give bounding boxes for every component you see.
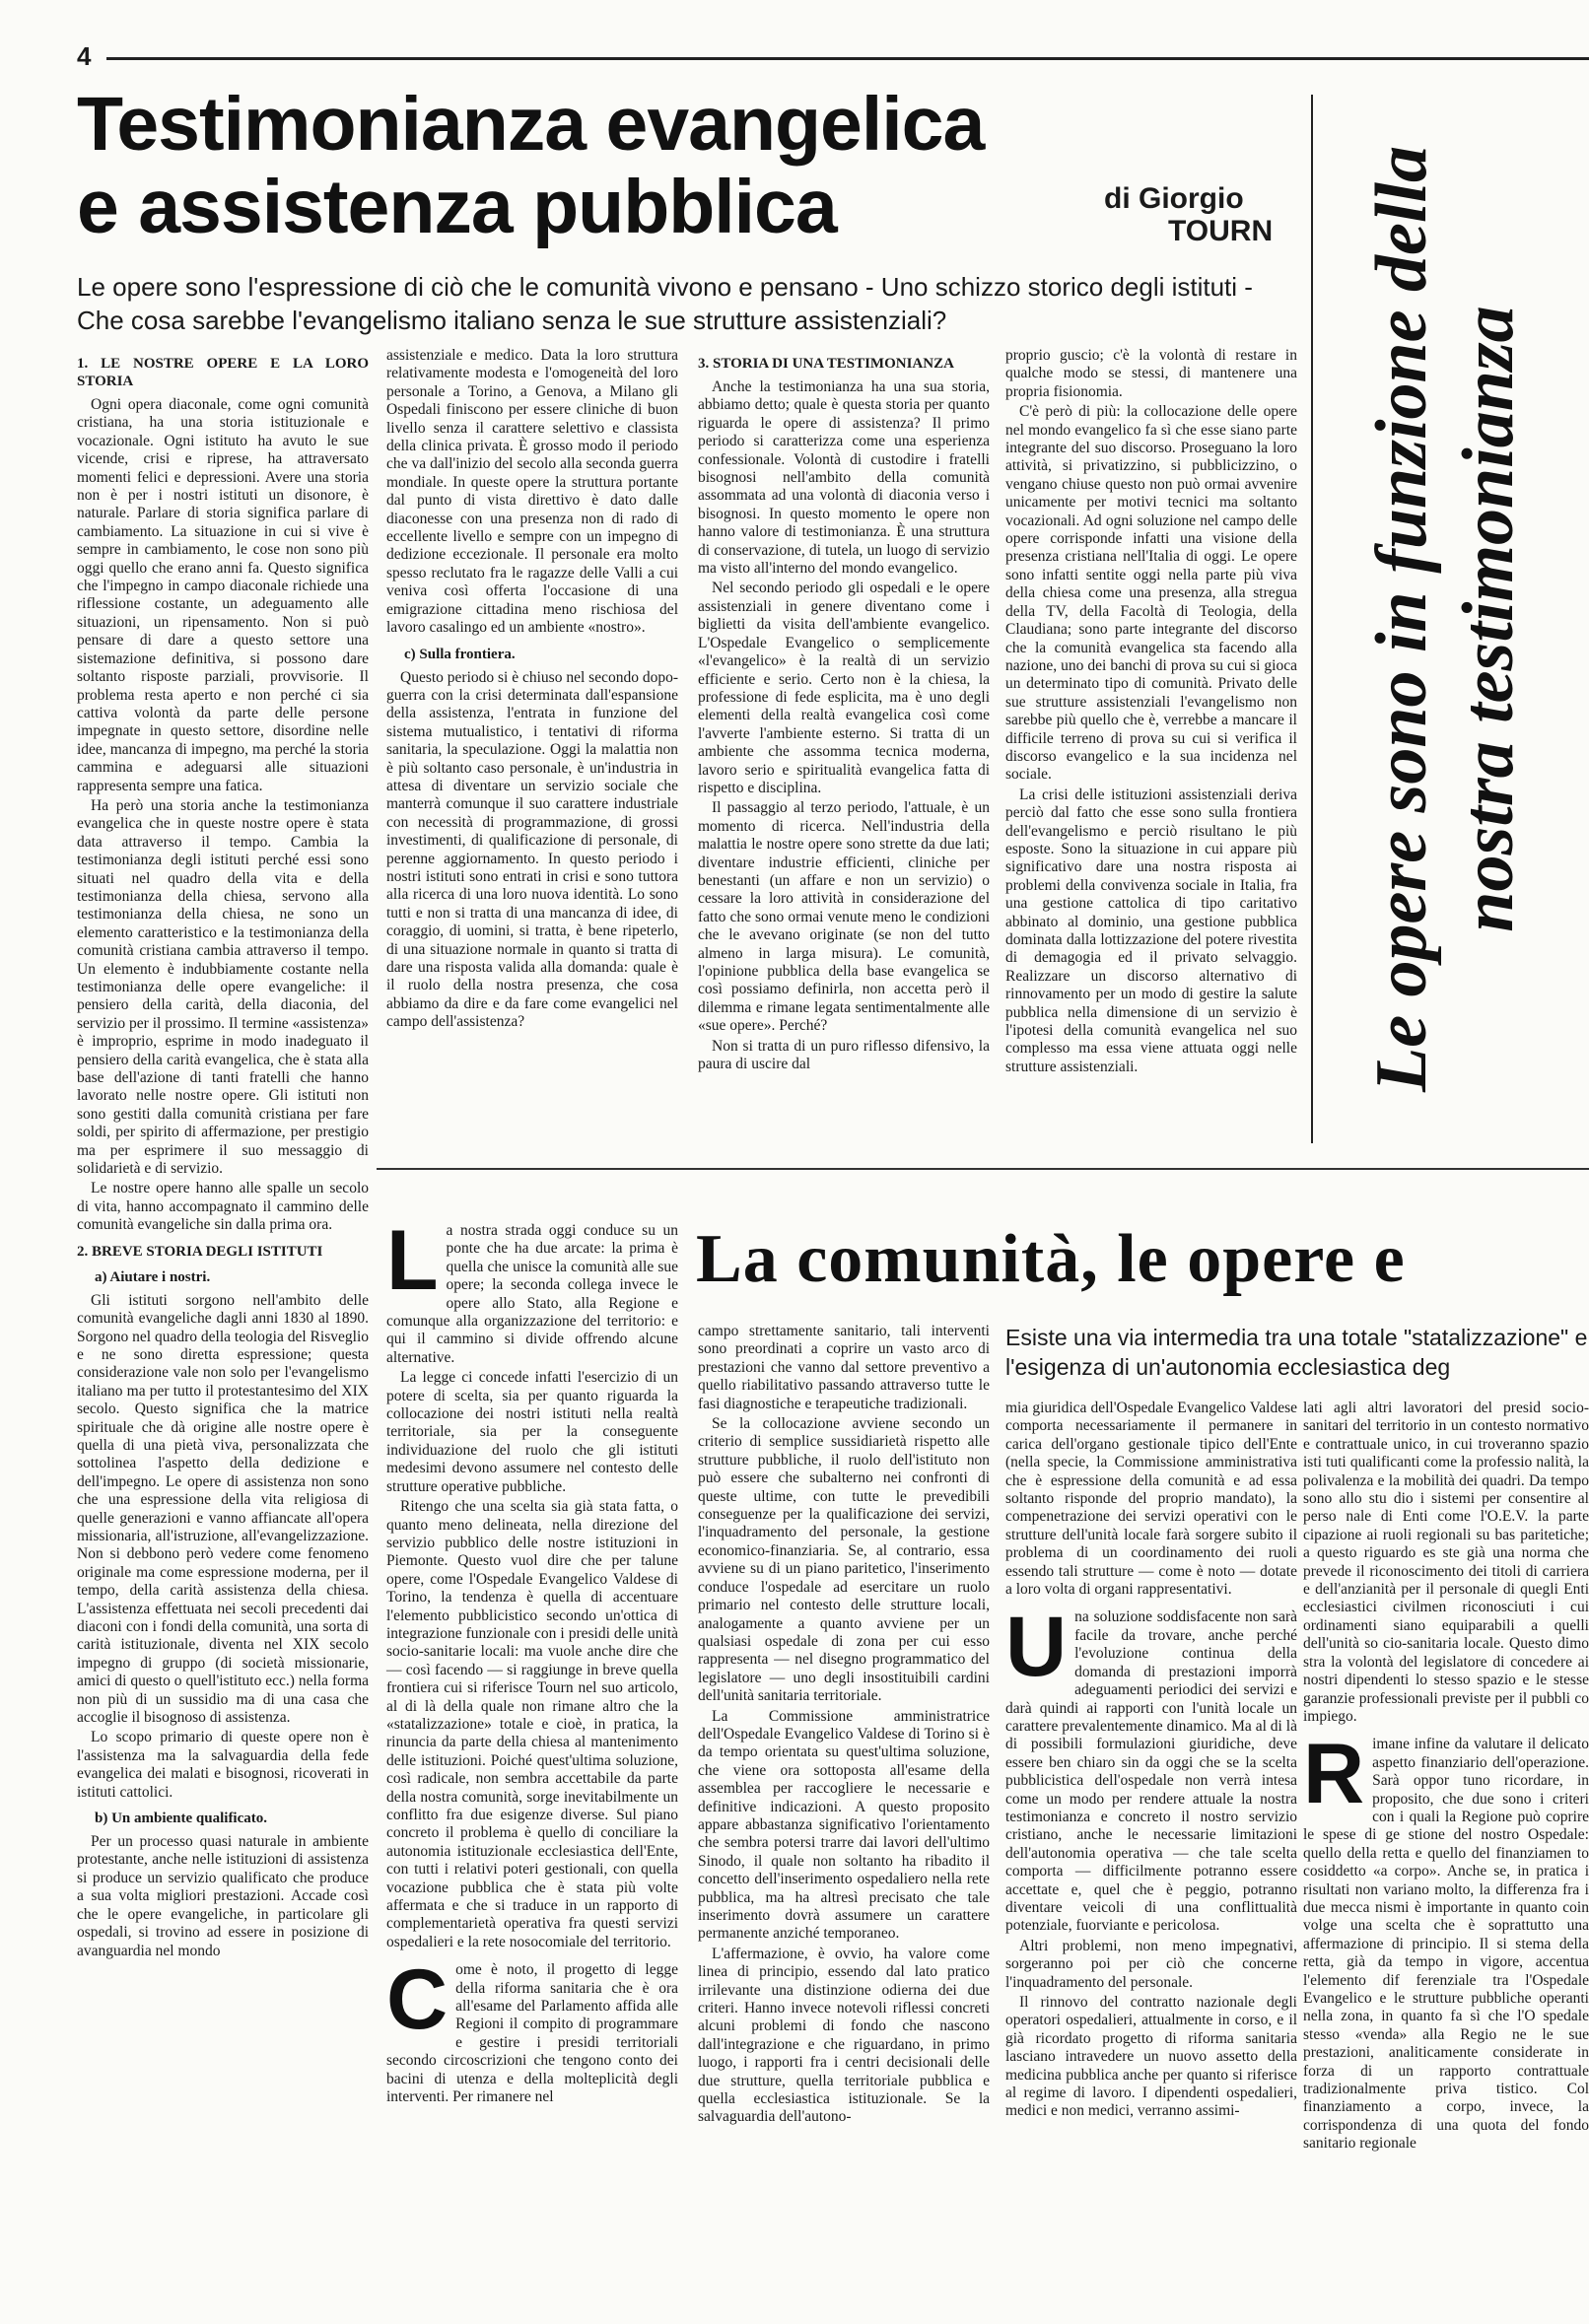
paragraph: L'affermazione, è ovvio, ha valore come linea di principio, essendo dal lato pratico irrilevante una distinzione odierna dei due criteri. Hanno invece notevoli riflessi concreti alcuni problemi di fondo che nascono dall'integrazione e che riguardano, in primo luogo, i rapporti fra i centri decisionali delle due strutture, quella territoriale pubblica e quella ecclesiastica istituzionale. Se la salvaguardia dell'autono- [698,1945,990,2126]
paragraph: mia giuridica dell'Ospedale Evangelico Valdese comporta necessariamente il permanere in carica dell'organo gestionale tipico dell'Ente (nella specie, la Commissione amministrativa che è espressione della comunità e ad essa soltanto risponde del proprio mandato), la compenetrazione dei servizi operativi con le strutture dell'unità locale farà sorgere subito il problema di un coordinamento dei ruoli essendo tali strutture — come è noto — dotate a loro volta di organi rappresentativi. [1005,1400,1297,1599]
sidebar-quote-box [1311,95,1577,1143]
subsection-heading: b) Un ambiente qualificato. [95,1811,268,1827]
article-separator [377,1168,1589,1170]
section-heading: 1. LE NOSTRE OPERE E LA LORO STORIA [77,356,369,389]
article2-column-4 [1303,1400,1589,2155]
top-rule [106,57,1589,60]
section-heading: 3. STORIA DI UNA TESTIMONIANZA [698,356,954,372]
section-heading: 2. BREVE STORIA DEGLI ISTITUTI [77,1243,323,1260]
paragraph: Il rinnovo del contratto nazionale degli operatori ospedalieri, attualmente in corso, e il già ricordato progetto di riforma sanitaria lasciano intravedere un nuovo assetto della medicina pubblica anche per quanto si riferisce al regime di lavoro. I dipendenti ospedalieri, medici e non medici, verranno assimi- [1005,1994,1297,2120]
paragraph: Gli istituti sorgono nell'ambito delle comunità evangeliche dagli anni 1830 al 1890. Sorgono nel quadro della teologia del Risveglio e ne sono diretta espressione; questa considerazione vale non solo per l'evangelismo italiano ma per tutto il protestantesimo del XIX secolo. Questo significa che la matrice spirituale che dà origine alle nostre opere è quella di una pietà viva, personalizzata che sottolinea l'aspetto della dedizione e dell'impegno. Le opere di assistenza non sono che una espressione della vita religiosa di quelle generazioni e vanno affiancate all'opera missionaria, all'istruzione, all'evangelizzazione. Non si debbono però vedere come fenomeno originale ma come espressione moderna, per il tempo, della carità assistenza della chiesa. L'assistenza effettuata nei secoli precedenti dai diaconi con i fondi della comunità, una sorta di carità istituzionale, diventa nel XIX secolo impegno di gruppo (di società missionarie, amici di questo o quell'istituto ecc.) nella forma non più di un sussidio ma di una casa che accoglie il bisognoso di assistenza. [77,1291,369,1727]
paragraph: La Commissione amministratrice dell'Ospedale Evangelico Valdese di Torino si è da tempo orientata su quest'ultima soluzione, che viene ora sottoposta all'esame della assemblea per raccogliere le necessarie e definitive indicazioni. A questo proposito appare abbastanza significativo l'orientamento che sembra potersi trarre dai lavori dell'ultimo Sinodo, il quale non soltanto ha ribadito il concetto dell'inserimento ospedaliero nella rete pubblica, ma ha altresì precisato che tale inserimento dovrà assumere un carattere permanente anziché temporaneo. [698,1707,990,1943]
paragraph: Anche la testimonianza ha una sua storia, abbiamo detto; quale è questa storia per quanto riguarda le opere di assistenza? Il primo periodo si caratterizza come una esperienza confessionale. Volontà di custodire i fratelli bisognosi nell'ambito della comunità assommata ad una volontà di diaconia verso i bisognosi. In questo momento le opere non hanno valore di testimonianza. È una struttura di conservazione, di tutela, un luogo di servizio ma visto all'interno del mondo evangelico. [698,378,990,578]
paragraph-with-dropcap [1303,1727,1589,2153]
paragraph: Se la collocazione avviene secondo un criterio di semplice sussidiarietà rispetto alle strutture pubbliche, il ruolo dell'istituto non può essere che subalterno nei confronti di queste ultime, con tutte le prevedibili conseguenze per la qualificazione dei servizi, l'inquadramento del personale, la gestione economico-finanziaria. Se, al contrario, essa avviene su di un piano paritetico, l'inserimento conduce l'ospedale ad esercitare un ruolo primario nel contesto delle strutture locali, analogamente a quanto avviene per un qualsiasi ospedale di zona per cui esso rappresenta — nel disegno programmatico del legislatore — uno degli insostituibili cardini dell'unità sanitaria territoriale. [698,1415,990,1705]
article-subhead: Le opere sono l'espressione di ciò che le comunità vivono e pensano - Uno schizzo storico degli istituti - Che cosa sarebbe l'evangelismo italiano senza le sue strutture assistenziali? [77,272,1253,335]
paragraph: Le nostre opere hanno alle spalle un secolo di vita, hanno accompagnato il cammino delle comunità evangeliche sin dalla prima ora. [77,1180,369,1234]
paragraph: Nel secondo periodo gli ospedali e le opere assistenziali in genere diventano come i biglietti da visita dell'ambiente evangelico. L'Ospedale Evangelico o semplicemente «l'evangelico» è la realtà di un servizio efficiente e serio. Certo non è la chiesa, la professione di fede esplicita, ma è uno degli elementi della realtà evangelica così come l'avverte l'ambiente esterno. Si tratta di un ambiente che assomma tecnica moderna, lavoro serio e spiritualità evangelica fatta di rispetto e disciplina. [698,580,990,796]
subsection-heading: a) Aiutare i nostri. [95,1268,211,1285]
paragraph: La legge ci concede infatti l'esercizio di un potere di scelta, sia per quanto riguarda la collocazione dei nostri istituti nella realtà territoriale, sia per la conseguente individuazione del ruolo che gli istituti medesimi devono assumere nel contesto delle strutture operative pubbliche. [386,1369,678,1495]
article2-column-2 [698,1323,990,2129]
column-4 [1005,347,1297,1078]
paragraph-with-dropcap [1005,1600,1297,1935]
paragraph: Altri problemi, non meno impegnativi, sorgeranno poi per ciò che concerne l'inquadramento del personale. [1005,1937,1297,1991]
article2-headline: La comunità, le opere e [696,1221,1406,1297]
paragraph: La crisi delle istituzioni assistenziali deriva perciò dal fatto che esse sono sulla frontiera dell'evangelismo e perciò risultano le più esposte. Sono la situazione in cui appare più significativo dare una nostra risposta ai problemi della convivenza sociale in Italia, fra una gestione cattolica di tipo caritativo abbinato al dominio, una gestione pubblica dominata dalla lottizzazione del potere rivestita di demagogia ed il privato selvaggio. Realizzare un discorso alternativo di rinnovamento per un modo di gestire la salute pubblica nella dimensione di un servizio è l'ipotesi della comunità evangelica nel suo complesso ma essa viene attuata oggi nelle strutture assistenziali. [1005,786,1297,1075]
paragraph-with-dropcap [386,1952,678,2106]
drop-cap: U [1005,1600,1068,1695]
column-3 [698,347,990,1075]
paragraph: Ogni opera diaconale, come ogni comunità cristiana, ha una storia istituzionale e vocazionale. Ogni istituto ha avuto le sue vicende, crisi e riprese, ha attraversato momenti felici e depressioni. Avere una storia non è per i nostri istituti un disonore, è naturale. Parlare di storia significa parlare di cambiamento. La situazione in cui si vive è sempre in cambiamento, le cose non sono più oggi quello che erano anni fa. Questo significa che l'impegno in campo diaconale richiede una riflessione costante, un adeguamento alle situazioni, un ripensamento. Non si può pensare di dare a questo settore una sistemazione definitiva, si possono dare soltanto risposte parziali, provvisorie. Il problema resta aperto e non perché ci sia cattiva volontà da parte delle persone impegnate in questo settore, disordine nelle idee, mancanza di impegno, ma perché la storia cammina e adeguarsi alle situazioni rappresenta sempre una fatica. [77,396,369,794]
article2-subhead: Esiste una via intermedia tra una totale "statalizzazione" e l'esigenza di un'autonomia ecclesiastica deg [1005,1325,1588,1380]
paragraph: campo strettamente sanitario, tali interventi sono preordinati a coprire un vasto arco di prestazioni che vanno dal settore preventivo a quello riabilitativo passando attraverso tutte le fasi diagnostiche e terapeutiche tradizionali. [698,1323,990,1412]
column-2 [386,347,678,1034]
paragraph: Il passaggio al terzo periodo, l'attuale, è un momento di ricerca. Nell'industria della malattia le nostre opere sono strette da due lati; diventare industrie efficienti, cliniche per benestanti (un affare e non un servizio) o cessare la loro attività in considerazione del fatto che sono ormai venute meno le condizioni che le avevano originate (se non del tutto almeno in larga misura). Le comunità, l'opinione pubblica della base evangelica se così possiamo definirla, non accetta però il dilemma e rimane legata sentimentalmente alle «sue opere». Perché? [698,799,990,1035]
byline-prefix: di Giorgio [1104,182,1244,215]
paragraph: Ha però una storia anche la testimonianza evangelica che in queste nostre opere è stata data attraverso il tempo. Cambia la testimonianza degli istituti perché essi sono situati nel quadro della vita e della testimonianza della chiesa, servono alla testimonianza della chiesa, ne sono un elemento caratteristico e la testimonianza della comunità cristiana cambia attraverso il tempo. Un elemento è indubbiamente costante nella testimonianza delle opere evangeliche: il pensiero della carità, della diaconia, del servizio per il prossimo. Il termine «assistenza» è improprio, esprime in modo inadeguato il pensiero della carità evangelica, che è stata alla base dell'azione di tanti fratelli che hanno lavorato nelle nostre opere. Gli istituti non sono gestiti dalla comunità cristiana per fare soldi, per spirito di affermazione, per prestigio ma per esprimere il suo messaggio di solidarietà e di servizio. [77,796,369,1178]
paragraph: lati agli altri lavoratori del presid socio-sanitari del territorio in un contesto normativo e contrattuale unico, in cui troveranno spazio isti tuti qualificanti come la professio nalità, la polivalenza e la mobilità dei quadri. Da tempo sono allo stu dio i sistemi per consentire al perso nale di Enti come l'O.E.V. la parte cipazione ai ruoli regionali su bas paritetiche; a questo riguardo es ste già una norma che prevede il riconoscimento dei titoli di carriera e dell'anzianità per il personale di quegli Enti ecclesiastici civilmen riconosciuti i cui ordinamenti siano equiparabili a quelli dell'unità so cio-sanitaria locale. Questo dimo stra la volontà del legislatore di concedere ai nostri dipendenti lo stesso spazio e le stesse garanzie professionali previste per il pubbli co impiego. [1303,1400,1589,1725]
paragraph: Questo periodo si è chiuso nel secondo dopo-guerra con la crisi determinata dall'espansione della assistenza, l'entrata in funzione del sistema mutualistico, i tentativi di riforma sanitaria, la speculazione. Oggi la malattia non è più soltanto caso personale, è un'industria in attesa di diventare un servizio sociale che manterrà comunque il suo carattere industriale con necessità di programmazione, di grossi investimenti, di qualificazione di personale, di perenne aggiornamento. In questo periodo i nostri istituti sono entrati in crisi e sono tuttora alla ricerca di una loro nuova identità. Lo sono tutti e non si tratta di una mancanza di idee, di coraggio, di uomini, si tratta, è bene ripeterlo, di una situazione normale in quanto si tratta di dare una risposta valida alla domanda: quale è il ruolo della nostra presenza, che cosa abbiamo da dire e da fare come evangelici nel campo dell'assistenza? [386,668,678,1031]
article-headline: Testimonianza evangelica e assistenza pubblica [77,82,985,249]
page-number: 4 [77,41,92,71]
paragraph-text: a nostra strada oggi conduce su un ponte che ha due arcate: la prima è quella che unisce la comunità alle sue opere; la seconda collega invece le opere allo Stato, alla Regione e comunque alla organizzazione del territorio: e qui il cammino si divide offrendo alcune alternative. [386,1222,678,1366]
paragraph-text: na soluzione soddisfacente non sarà facile da trovare, anche perché l'evoluzione continua della domanda di prestazioni imporrà adeguamenti periodici dei servizi e darà quindi ai rapporti con l'unità locale un carattere prevalentemente dinamico. Ma al di là di possibili formulazioni giuridiche, deve essere ben chiaro sin da oggi che se la scelta pubblicistica dell'ospedale non verrà intesa come un modo per rendere attuale la nostra testimonianza e concreto il nostro servizio cristiano, anche le necessarie limitazioni dell'autonomia operativa — che tale scelta comporta — difficilmente potranno essere accettate e, quel che è peggio, potranno diventare veicoli di una conflittualità potenziale, fuorviante e pericolosa. [1005,1608,1297,1935]
paragraph: Per un processo quasi naturale in ambiente protestante, anche nelle istituzioni di assistenza si produce un servizio qualificato che produce a sua volta migliori prestazioni. Accade così che le opere evangeliche, in particolare gli ospedali, si trovino ad essere in posizione di avanguardia nel mondo [77,1833,369,1959]
paragraph: Non si tratta di un puro riflesso difensivo, la paura di uscire dal [698,1037,990,1073]
paragraph: C'è però di più: la collocazione delle opere nel mondo evangelico fa sì che esse siano parte integrante del suo discorso. Proseguano la loro attività, si privatizzino, si pubblicizzino, o vengano chiuse questo non può ormai avvenire unicamente per motivi tecnici ma soltanto vocazionali. Ad ogni soluzione nel campo delle opere corrisponde infatti una visione della presenza cristiana nell'Italia di oggi. Le opere sono infatti sentite oggi nella parte più viva della chiesa come una presenza, alla stregua della TV, della Facoltà di Teologia, della Claudiana; sono parte integrante del discorso che la comunità evangelica sta facendo alla nazione, uno dei banchi di prova su cui si gioca un determinato tipo di comunità. Privato delle sue strutture assistenziali l'evangelismo non sarebbe più quello che è, verrebbe a mancare il difficile terreno di prova su cui si verifica il discorso evangelico e la sua incidenza nel sociale. [1005,403,1297,784]
paragraph: assistenziale e medico. Data la loro struttura relativamente modesta e l'omogeneità del loro personale a Torino, a Genova, a Milano gli Ospedali finiscono per essere cliniche di buon livello senza il carattere selettivo e classista della clinica privata. È grosso modo il periodo che va dall'inizio del secolo alla seconda guerra mondiale. In queste opere la struttura portante dal punto di vista direttivo è dato dalle diaconesse con una presenza non di rado di eccellente livello e sempre con un impegno di dedizione eccezionale. Il personale era molto spesso reclutato fra le ragazze delle Valli a cui veniva così offerta l'occasione di una emigrazione cittadina meno rischiosa del lavoro casalingo ed un ambiente «nostro». [386,347,678,637]
drop-cap: C [386,1952,449,2048]
paragraph-text: imane infine da valutare il delicato aspetto finanziario dell'operazione. Sarà oppor tuno ricordare, in proposito, che due sono i criteri con i quali la Regione può coprire le spese di ge stione del nostro Ospedale: quello della retta e quello del finanziamen to cosiddetto «a corpo». Anche se, in pratica i risultati non variano molto, la differenza fra i due mecca nismi è importante in quanto coin volge una scelta che è soprattutto una affermazione di principio. Il si stema della retta, già da tempo in vigore, accentua l'elemento dif ferenziale tra l'Ospedale Evangelico e le strutture pubbliche operanti nella zona, in quanto fa sì che l'O spedale stesso «venda» alla Regio ne le sue prestazioni, analiticamente considerate in forza di un rapporto contrattuale tradizionalmente priva tistico. Col finanziamento a corpo, invece, la corrispondenza di una quota del fondo sanitario regionale [1303,1736,1589,2153]
paragraph-text: ome è noto, il progetto di legge della riforma sanitaria che è ora all'esame del Parlamento affida alle Regioni il compito di programmare e gestire i presidi territoriali secondo circoscrizioni che tengono conto dei bacini di utenza e della molteplicità degli interventi. Per rimanere nel [386,1961,678,2106]
paragraph-with-dropcap [386,1213,678,1367]
paragraph: Ritengo che una scelta sia già stata fatta, o quanto meno delineata, nella direzione del servizio pubblico delle nostre istituzioni in Piemonte. Questo vuol dire che per talune opere, come l'Ospedale Evangelico Valdese di Torino, la tendenza è quella di accentuare l'elemento pubblicistico secondo un'ottica di integrazione funzionale con i presidi delle unità socio-sanitarie locali: ma vuole anche dire che — così facendo — si raggiunge in breve quella frontiera cui si riferisce Tourn nel suo articolo, al di là della quale non rimane altro che la «statalizzazione» totale e cioè, in pratica, la rinuncia da parte della chiesa al mantenimento delle istituzioni. Poiché quest'ultima soluzione, così radicale, non sembra accettabile da parte della nostra comunità, sorge inevitabilmente un conflitto fra due esigenze diverse. Sul piano concreto il problema è quello di conciliare la autonomia istituzionale ecclesiastica dell'Ente, con tutti i relativi poteri gestionali, con quella vocazione pubblica che è stata più volte affermata e che si traduce in un rapporto di complementarietà operativa fra questi servizi ospedalieri e la rete nosocomiale del territorio. [386,1498,678,1950]
subsection-heading: c) Sulla frontiera. [404,646,516,662]
drop-cap: L [386,1213,439,1308]
article2-column-3 [1005,1400,1297,2123]
drop-cap: R [1303,1727,1365,1822]
sidebar-quote: Le opere sono in funzione della nostra testimonianza [1361,146,1529,1092]
byline-name: TOURN [1168,215,1274,247]
paragraph: Lo scopo primario di queste opere non è l'assistenza ma la salvaguardia della fede evangelica dei malati e bisognosi, ricoverati in istituti cattolici. [77,1729,369,1801]
column-1 [77,347,369,1962]
paragraph: proprio guscio; c'è la volontà di restare in qualche modo se stessi, di mantenere una propria fisionomia. [1005,347,1297,400]
article2-column-1 [386,1213,678,2109]
